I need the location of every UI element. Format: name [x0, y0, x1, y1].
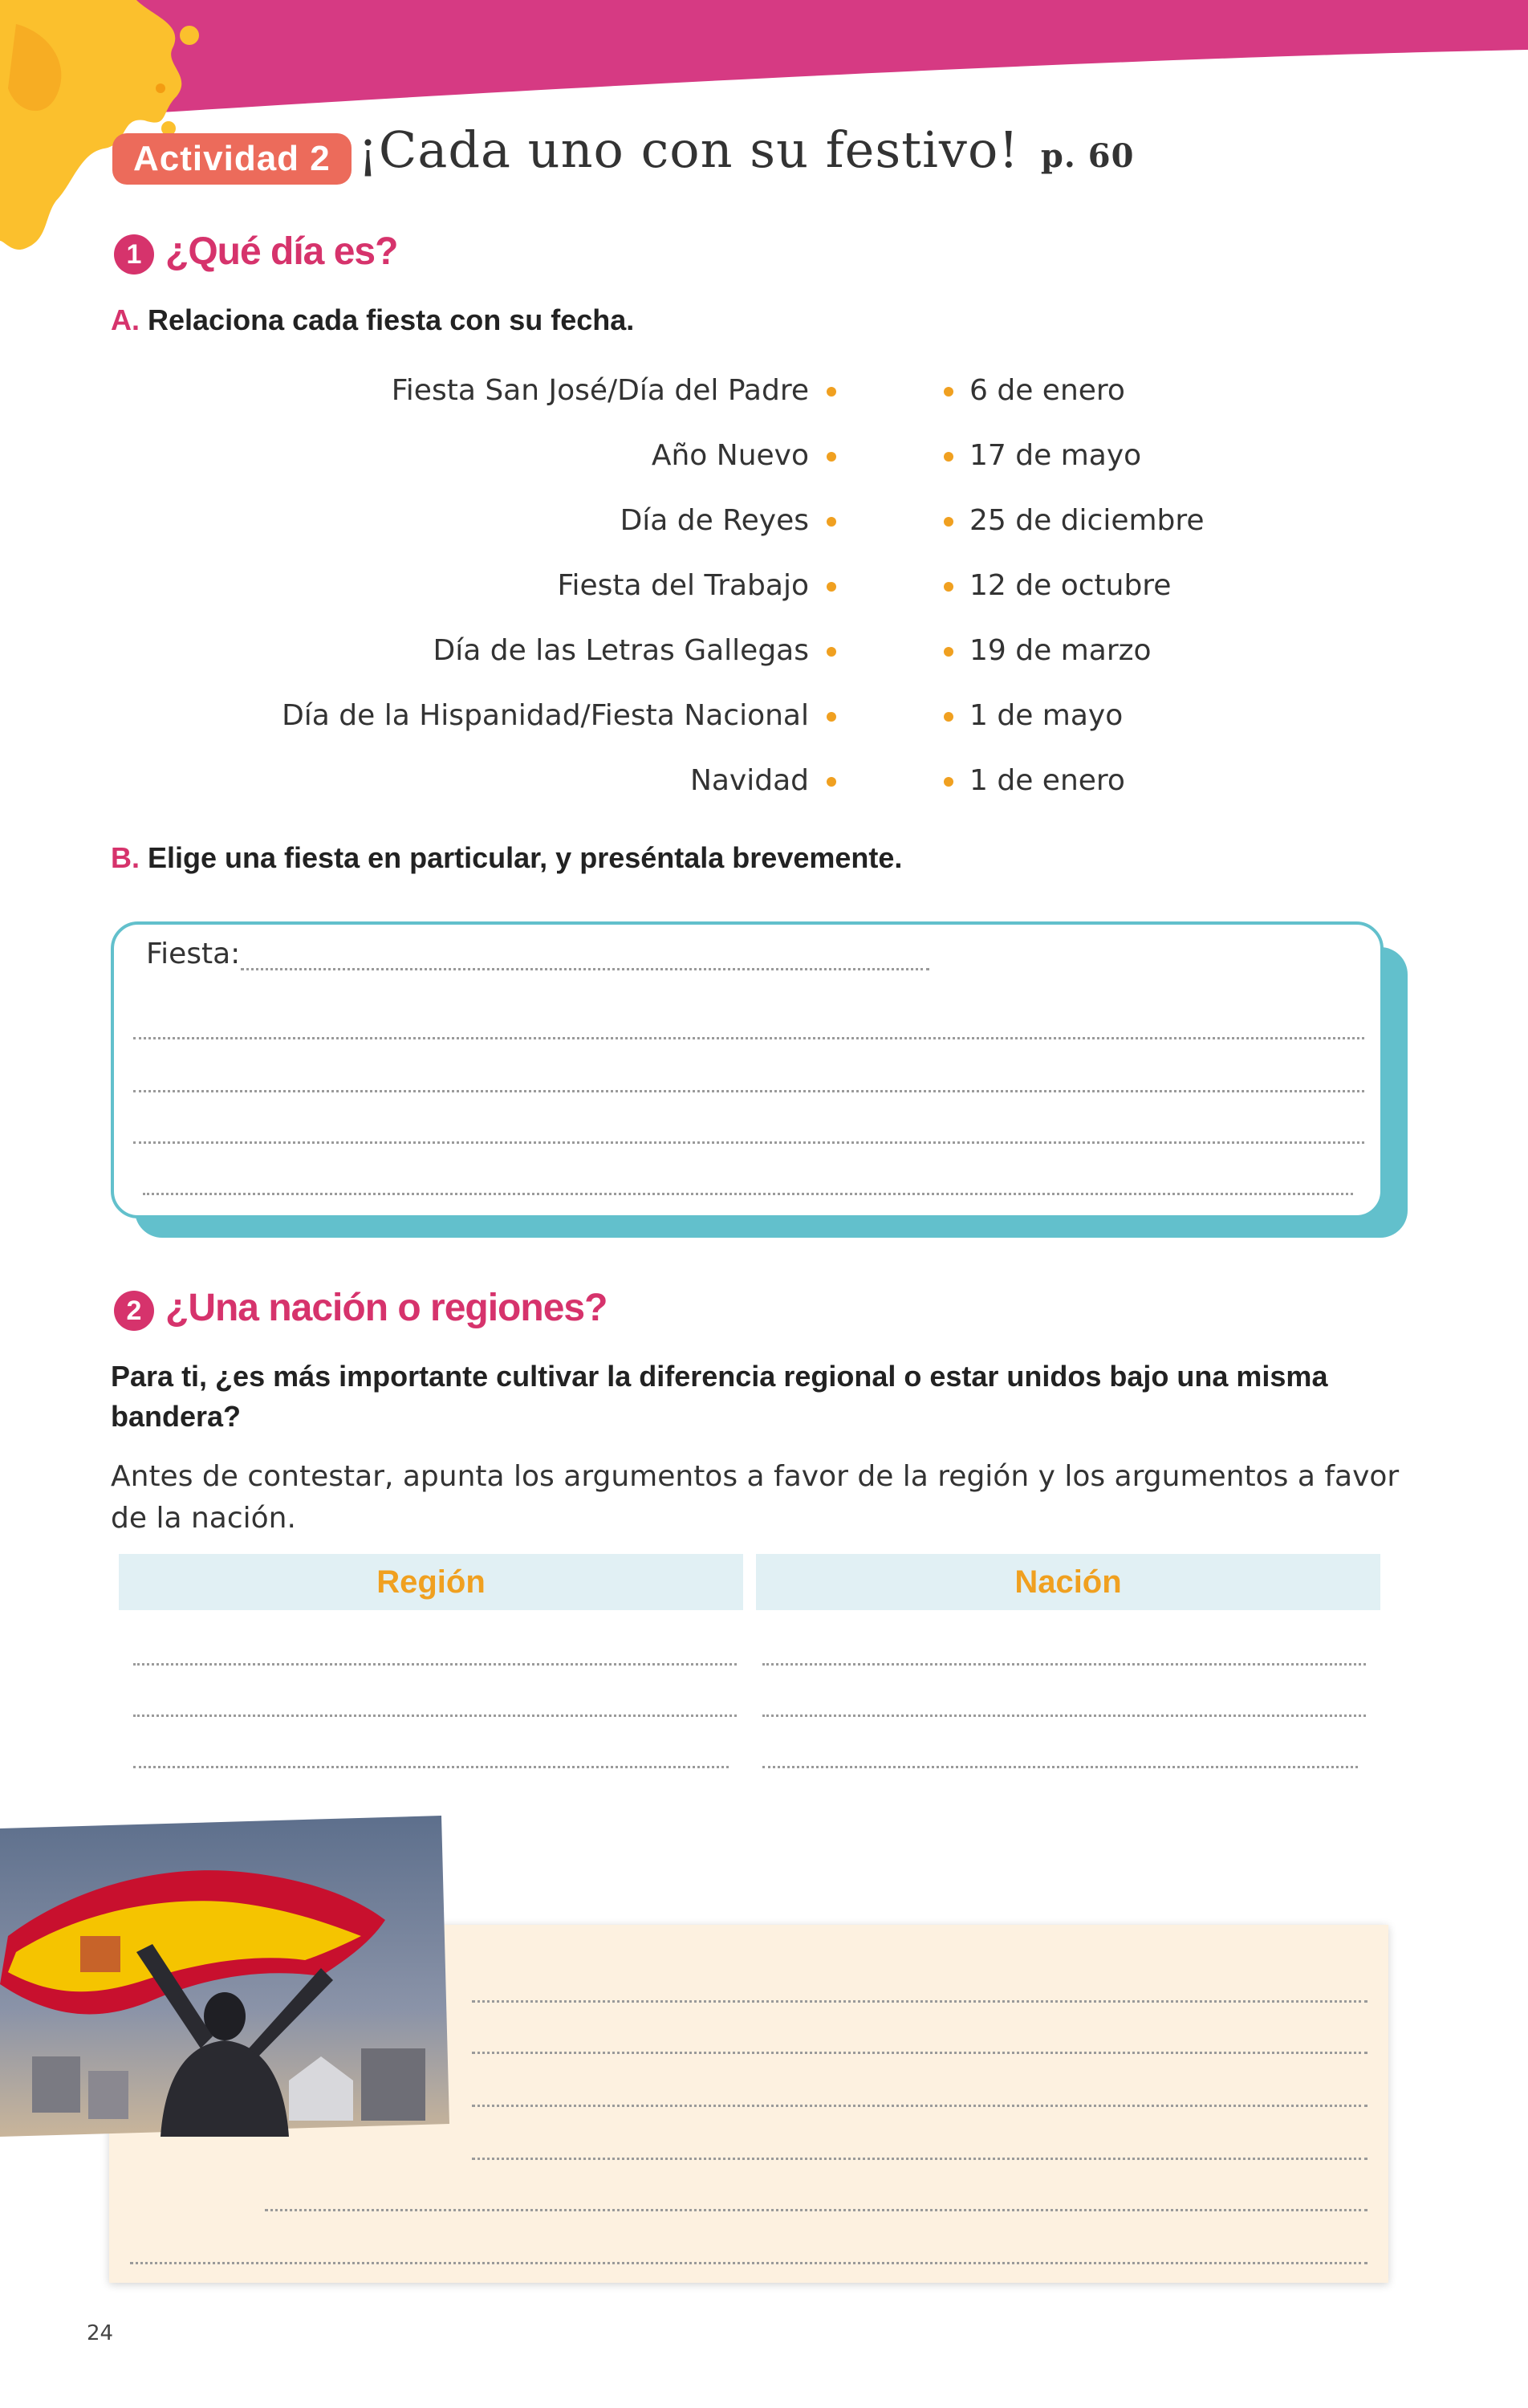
match-dot-left[interactable]: [827, 517, 836, 527]
notes-line[interactable]: [472, 2052, 1367, 2054]
fecha-item: 1 de enero: [969, 764, 1125, 797]
notes-line[interactable]: [472, 2105, 1367, 2107]
section-2-question: Para ti, ¿es más importante cultivar la diferencia regional o estar unidos bajo una misma bandera?: [111, 1360, 1328, 1433]
page-reference: p. 60: [1040, 137, 1135, 175]
section-1-title: ¿Qué día es?: [165, 230, 398, 273]
nacion-answer-line[interactable]: [762, 1714, 1366, 1717]
fiesta-writing-box[interactable]: [111, 921, 1384, 1218]
section-2-instruction: Antes de contestar, apunta los argumentos a favor de la región y los argumentos a favor de la nación.: [111, 1460, 1400, 1535]
notes-line[interactable]: [472, 2000, 1367, 2003]
match-dot-left[interactable]: [827, 647, 836, 657]
region-answer-line[interactable]: [133, 1714, 737, 1717]
instruction-b: [111, 841, 902, 875]
nacion-answer-line[interactable]: [762, 1663, 1366, 1666]
match-dot-left[interactable]: [827, 387, 836, 397]
section-1-number: 1: [114, 234, 154, 275]
fiesta-item: Fiesta del Trabajo: [557, 569, 809, 602]
activity-badge: Actividad 2: [112, 133, 352, 185]
instruction-a: [111, 303, 634, 337]
answer-line[interactable]: [133, 1141, 1364, 1144]
instruction-a-letter: A.: [111, 303, 140, 336]
answer-line[interactable]: [133, 1037, 1364, 1039]
spanish-flag-photo: [0, 1816, 449, 2137]
notes-line[interactable]: [472, 2158, 1367, 2160]
fecha-item: 17 de mayo: [969, 439, 1142, 472]
match-dot-right[interactable]: [944, 712, 953, 722]
paint-splash-decoration: [0, 0, 209, 265]
page-title: [358, 120, 1134, 179]
match-dot-left[interactable]: [827, 712, 836, 722]
region-answer-line[interactable]: [133, 1663, 737, 1666]
instruction-a-text: Relaciona cada fiesta con su fecha.: [148, 303, 635, 336]
fiesta-name-line[interactable]: [241, 968, 929, 970]
fecha-item: 12 de octubre: [969, 569, 1172, 602]
match-dot-left[interactable]: [827, 452, 836, 462]
nacion-answer-line[interactable]: [762, 1766, 1358, 1768]
answer-line[interactable]: [143, 1193, 1353, 1195]
instruction-b-text: Elige una fiesta en particular, y preséntala brevemente.: [148, 841, 903, 874]
match-dot-right[interactable]: [944, 647, 953, 657]
notes-line[interactable]: [130, 2262, 1367, 2264]
match-dot-right[interactable]: [944, 387, 953, 397]
fecha-item: 19 de marzo: [969, 634, 1152, 667]
instruction-b-letter: B.: [111, 841, 140, 874]
page-number: 24: [87, 2321, 114, 2345]
match-dot-right[interactable]: [944, 517, 953, 527]
match-dot-left[interactable]: [827, 582, 836, 592]
region-answer-line[interactable]: [133, 1766, 729, 1768]
fiesta-item: Fiesta San José/Día del Padre: [391, 374, 809, 407]
title-text: ¡Cada uno con su festivo!: [358, 120, 1020, 179]
fiesta-item: Año Nuevo: [651, 439, 809, 472]
fiesta-item: Día de Reyes: [620, 504, 809, 537]
fiesta-item: Navidad: [689, 764, 809, 797]
notes-line[interactable]: [265, 2209, 1367, 2211]
section-2-number: 2: [114, 1291, 154, 1331]
section-2-title: ¿Una nación o regiones?: [165, 1287, 608, 1329]
fecha-item: 1 de mayo: [969, 699, 1124, 732]
fecha-item: 25 de diciembre: [969, 504, 1205, 537]
fecha-item: 6 de enero: [969, 374, 1125, 407]
fiesta-item: Día de las Letras Gallegas: [433, 634, 809, 667]
match-dot-right[interactable]: [944, 582, 953, 592]
match-dot-left[interactable]: [827, 777, 836, 787]
fiesta-item: Día de la Hispanidad/Fiesta Nacional: [282, 699, 809, 732]
answer-line[interactable]: [133, 1090, 1364, 1092]
match-dot-right[interactable]: [944, 777, 953, 787]
column-header-region: Región: [119, 1554, 743, 1610]
header-band: [0, 0, 1528, 128]
match-dot-right[interactable]: [944, 452, 953, 462]
column-header-nacion: Nación: [756, 1554, 1380, 1610]
fiesta-label: Fiesta:: [146, 938, 241, 970]
